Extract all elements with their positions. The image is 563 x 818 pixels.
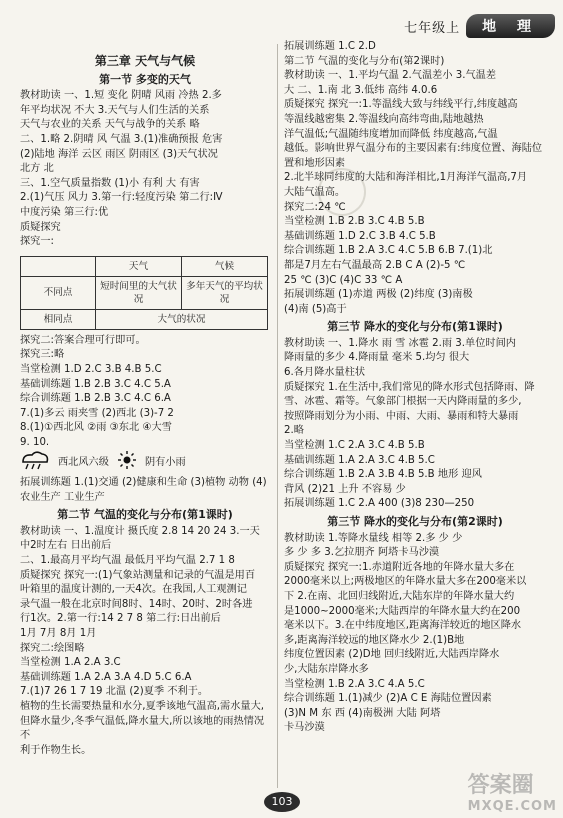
answer-line: 当堂检测 1.C 2.A 3.C 4.B 5.B xyxy=(284,440,425,452)
answer-block xyxy=(284,532,546,736)
answer-line: 9. 10. xyxy=(20,436,50,448)
table-header-cell: 天气 xyxy=(96,256,182,276)
answer-line: 7.(1)多云 雨夹雪 (2)西北 (3)-7 2 xyxy=(20,407,174,419)
answer-line: 25 ℃ (3)C (4)C 33 ℃ A xyxy=(284,274,403,286)
answer-line: 拓展训练题 1.(1)交通 (2)健康和生命 (3)植物 动物 (4)农业生产 工业生产 xyxy=(20,477,267,503)
table-header-cell: 气候 xyxy=(182,256,268,276)
answer-line: 质疑探究 1.在生活中,我们常见的降水形式包括降雨、降雪、冰雹、霜等。气象部门根据一天内降雨量的多少, xyxy=(284,381,535,408)
answer-line: 2.(1)气压 风力 3.第一行:轻度污染 第二行:Ⅳ xyxy=(20,192,223,204)
answer-line: 综合训练题 1.(1)减少 (2)A C E 海陆位置因素 xyxy=(284,693,492,705)
answer-line: 录气温一般在北京时间8时、14时、20时、2时各进 xyxy=(20,598,253,610)
answer-line: 第二节 气温的变化与分布(第2课时) xyxy=(284,55,445,67)
table-header-cell xyxy=(21,256,96,276)
answer-block xyxy=(20,525,270,759)
answer-line: 当堂检测 1.D 2.C 3.B 4.B 5.C xyxy=(20,363,162,375)
answer-line: 植物的生长需要热量和水分,夏季该地气温高,需水量大, xyxy=(20,700,265,712)
answer-line: 教材助读 一、1.短 变化 阴晴 风雨 冷热 2.多 xyxy=(20,90,222,102)
answer-line: 质疑探究 探究一:(1)气象站测量和记录的气温是用百 xyxy=(20,569,256,581)
answer-line: 天气与农业的关系 天气与战争的关系 略 xyxy=(20,119,200,131)
answer-line: 教材助读 一、1.温度计 摄氏度 2.8 14 20 24 3.一天 xyxy=(20,525,260,537)
table-cell: 大气的状况 xyxy=(96,309,268,329)
answer-line: 教材助读 一、1.平均气温 2.气温差小 3.气温差 xyxy=(284,70,497,82)
watermark-text: 答案圈 xyxy=(467,773,534,798)
answer-line: 卡马沙漠 xyxy=(284,722,325,734)
answer-line: 利于作物生长。 xyxy=(20,744,92,756)
right-column xyxy=(284,40,546,736)
left-column xyxy=(20,40,270,758)
answer-line: 探究二:绘图略 xyxy=(20,642,85,654)
table-cell: 多年天气的平均状况 xyxy=(182,276,268,309)
answer-line: (3)N M 东 西 (4)南极洲 大陆 阿塔 xyxy=(284,707,441,719)
answer-line: 少,大陆东岸降水多 xyxy=(284,663,369,675)
watermark-url: MXQE.COM xyxy=(467,799,557,814)
answer-line: 降雨量的多少 4.降雨量 毫米 5.均匀 很大 xyxy=(284,352,470,364)
answer-line: (2)陆地 海洋 云区 雨区 阴雨区 (3)天气状况 xyxy=(20,148,218,160)
answer-line: 年平均状况 不大 3.天气与人们生活的关系 xyxy=(20,104,210,116)
table-cell: 短时间里的大气状况 xyxy=(96,276,182,309)
answer-line: 毫米以下。3.在中纬度地区,距离海洋较近的地区降水 xyxy=(284,620,522,632)
section-title: 第一节 多变的天气 xyxy=(99,72,191,86)
answer-line: (4)南 (5)高于 xyxy=(284,303,347,315)
answer-line: 当堂检测 1.B 2.A 3.C 4.A 5.C xyxy=(284,678,425,690)
answer-line: 多,距离海洋较远的地区降水少 2.(1)B地 xyxy=(284,634,465,646)
answer-line: 质疑探究 xyxy=(20,221,61,233)
answer-line: 基础训练题 1.A 2.A 3.A 4.D 5.C 6.A xyxy=(20,671,192,683)
answer-line: 是1000~2000毫米;大陆西岸的年降水量大约在200 xyxy=(284,605,521,617)
answer-line: 1月 7月 8月 1月 xyxy=(20,628,97,639)
answer-line: 当堂检测 1.A 2.A 3.C xyxy=(20,657,121,669)
answer-line: 教材助读 一、1.降水 雨 雪 冰雹 2.雨 3.单位时间内 xyxy=(284,337,516,349)
answer-line: 基础训练题 1.A 2.A 3.C 4.B 5.C xyxy=(284,454,435,466)
answer-line: 2.北半球同纬度的大陆和海洋相比,1月海洋气温高,7月 xyxy=(284,172,528,184)
answer-line: 下 2.在南、北回归线附近,大陆东岸的年降水量大约 xyxy=(284,590,515,602)
answer-block xyxy=(20,476,270,505)
column-divider xyxy=(277,44,278,788)
section-title: 第三节 降水的变化与分布(第2课时) xyxy=(327,515,503,528)
weather-symbols-row xyxy=(20,450,270,476)
answer-line: 拓展训练题 1.C 2.A 400 (3)8 230—250 xyxy=(284,498,475,510)
answer-line: 综合训练题 1.B 2.B 3.C 4.C 6.A xyxy=(20,393,171,405)
answer-line: 拓展训练题 1.C 2.D xyxy=(284,41,376,52)
answer-line: 质疑探究 探究一:1.赤道附近各地的年降水量大多在 xyxy=(284,561,515,573)
answer-line: 都是7月左右气温最高 2.B C A (2)-5 ℃ xyxy=(284,259,466,271)
answer-line: 探究一: xyxy=(20,236,54,248)
answer-line: 按照降雨划分为小雨、中雨、大雨、暴雨和特大暴雨 xyxy=(284,410,519,422)
answer-line: 行1次。2.第一行:14 2 7 8 第二行:日出前后 xyxy=(20,613,221,625)
answer-line: 质疑探究 探究一:1.等温线大致与纬线平行,纬度越高 xyxy=(284,99,518,111)
answer-line: 探究二:24 ℃ xyxy=(284,201,346,213)
answer-block xyxy=(20,334,270,451)
answer-line: 2000毫米以上;两极地区的年降水量大多在200毫米以 xyxy=(284,576,527,588)
weather-symbol-label: 阴有小雨 xyxy=(144,456,186,468)
section-title: 第三节 降水的变化与分布(第1课时) xyxy=(327,320,503,334)
chapter-title: 第三章 天气与气候 xyxy=(94,54,196,68)
answer-line: 综合训练题 1.B 2.A 3.B 4.B 5.B 地形 迎风 xyxy=(284,469,482,481)
answer-line: 探究二:答案合理可行即可。 xyxy=(20,334,146,346)
answer-line: 2.略 xyxy=(284,425,304,437)
grade-label: 七年级上 xyxy=(404,20,461,36)
subject-badge: 地 理 xyxy=(466,14,555,38)
answer-line: 基础训练题 1.B 2.B 3.C 4.C 5.A xyxy=(20,378,171,390)
answer-line: 8.(1)①西北风 ②雨 ③东北 ④大雪 xyxy=(20,422,172,434)
answer-line: 7.(1)7 26 1 7 19 北温 (2)夏季 不利于。 xyxy=(20,686,209,698)
section-title: 第二节 气温的变化与分布(第1课时) xyxy=(57,508,233,522)
answer-line: 大陆气温高。 xyxy=(284,186,346,198)
answer-line: 等温线越密集 2.等温线向高纬弯曲,陆地越热 xyxy=(284,113,484,125)
answer-line: 中2时左右 日出前后 xyxy=(20,540,112,552)
answer-line: 大 二、1.南 北 3.低纬 高纬 4.0.6 xyxy=(284,84,438,96)
answer-line: 三、1.空气质量指数 (1)小 有利 大 有害 xyxy=(20,177,200,189)
watermark-logo xyxy=(468,768,557,814)
answer-line: 二、1.最高月平均气温 最低月平均气温 2.7 1 8 xyxy=(20,555,235,567)
answer-line: 二、1.略 2.阴晴 风 气温 3.(1)准确预报 危害 xyxy=(20,133,223,145)
answer-line: 教材助读 1.等降水量线 相等 2.多 少 少 xyxy=(284,532,463,544)
answer-line: 多 少 多 3.乞拉朋齐 阿塔卡马沙漠 xyxy=(284,547,440,559)
answer-block xyxy=(20,89,270,250)
answer-line: 叶箱里的温度计测的,一天4次。在我国,人工观测记 xyxy=(20,584,247,596)
sun-icon xyxy=(117,450,137,476)
answer-line: 6.各月降水量柱状 xyxy=(284,367,366,379)
table-row-label: 不同点 xyxy=(21,276,96,309)
answer-line: 纬度位置因素 (2)D地 回归线附近,大陆西岸降水 xyxy=(284,649,500,661)
answer-line: 当堂检测 1.B 2.B 3.C 4.B 5.B xyxy=(284,216,425,228)
answer-line: 越低。影响世界气温分布的主要因素有:纬度位置、海陆位置和地形因素 xyxy=(284,143,543,169)
table-row-label: 相同点 xyxy=(21,309,96,329)
answer-line: 背风 (2)21 上升 不容易 少 xyxy=(284,483,406,495)
answer-block xyxy=(284,337,546,512)
page-number: 103 xyxy=(264,792,300,812)
cloud-rain-icon xyxy=(20,450,50,476)
answer-line: 探究三:略 xyxy=(20,349,65,361)
weather-symbol-label: 西北风六级 xyxy=(58,456,109,468)
weather-climate-table xyxy=(20,256,268,330)
answer-line: 洋气温低;气温随纬度增加而降低 纬度越高,气温 xyxy=(284,128,498,140)
answer-line: 但降水量少,冬季气温低,降水量大,所以该地的雨热情况不 xyxy=(20,715,265,742)
answer-line: 拓展训练题 (1)赤道 两极 (2)纬度 (3)南极 xyxy=(284,289,473,301)
answer-line: 北方 北 xyxy=(20,163,54,175)
answer-line: 基础训练题 1.D 2.C 3.B 4.C 5.B xyxy=(284,230,436,242)
answer-line: 综合训练题 1.B 2.A 3.C 4.C 5.B 6.B 7.(1)北 xyxy=(284,245,493,257)
answer-block xyxy=(284,40,546,317)
page-header xyxy=(404,14,555,38)
answer-line: 中度污染 第三行:优 xyxy=(20,206,109,218)
